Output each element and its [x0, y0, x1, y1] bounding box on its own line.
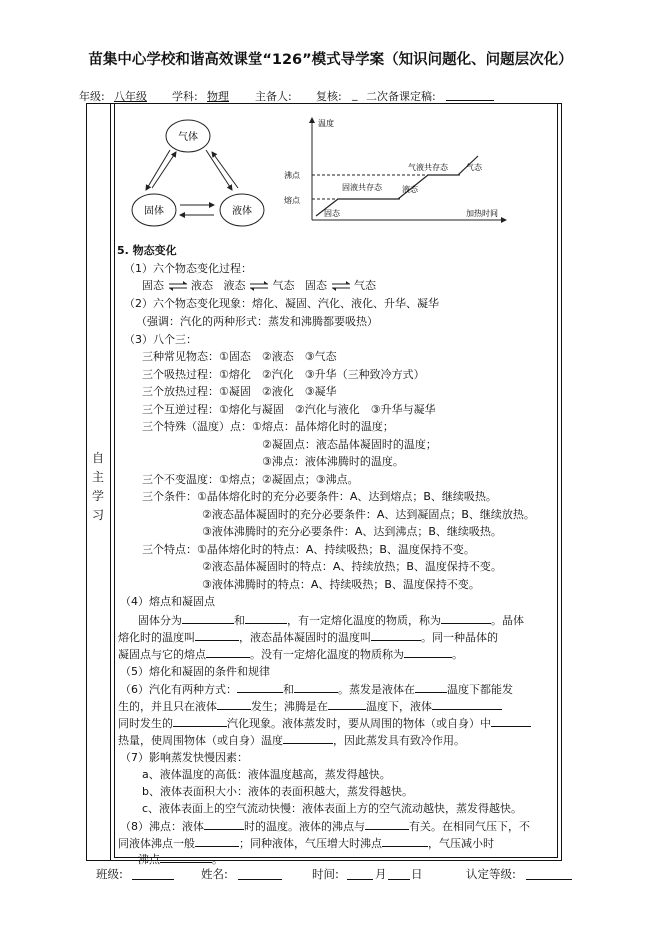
state-text: 气态: [354, 279, 376, 292]
text-line: 三个互逆过程：①熔化与凝固 ②汽化与液化 ③升华与凝华: [142, 403, 436, 416]
process-row: [142, 277, 376, 294]
liquid-label: 液体: [232, 206, 252, 217]
column-divider: [110, 103, 111, 861]
sublimation-arrow: [146, 150, 170, 190]
text-run: 和: [283, 683, 294, 696]
text-line: ③液体沸腾时的特点：A、持续吸热；B、温度保持不变。: [202, 578, 480, 591]
text-line: 三个条件：①晶体熔化时的充分必要条件：A、达到熔点；B、继续吸热。: [142, 490, 497, 503]
text-line: （7）影响蒸发快慢因素：: [120, 751, 248, 764]
level-blank[interactable]: [526, 879, 572, 880]
review-value: _: [352, 88, 358, 101]
text-run: 有关。在相同气压下，不: [409, 820, 530, 833]
text-line: （强调：汽化的两种形式：蒸发和沸腾都要吸热）: [136, 315, 378, 328]
month-blank[interactable]: [347, 879, 373, 880]
text-line: （2）六个物态变化现象：熔化、凝固、汽化、液化、升华、凝华: [124, 297, 439, 310]
text-run: 汽化现象。液体蒸发时，要从周围的物体（或自身）中: [227, 717, 491, 730]
region-solid: 固态: [324, 209, 340, 218]
text-line: ②凝固点：液态晶体凝固时的温度；: [262, 438, 437, 451]
level-label: 认定等级:: [466, 867, 516, 881]
text-line: a、液体温度的高低：液体温度越高，蒸发得越快。: [142, 768, 391, 781]
deposition-arrow: [152, 152, 176, 188]
grade-value: 八年级: [114, 90, 147, 103]
subject-value: 物理: [207, 90, 229, 103]
name-label: 姓名:: [201, 867, 228, 881]
blank[interactable]: [237, 680, 283, 693]
text-run: 时的温度。液体的沸点与: [244, 820, 365, 833]
class-blank[interactable]: [132, 879, 174, 880]
text-run: 生的，并且只在液体: [118, 700, 217, 713]
text-run: 和: [234, 614, 245, 627]
blank[interactable]: [173, 714, 227, 727]
section-title: 5. 物态变化: [117, 244, 177, 257]
text-run: ，气压减小时: [428, 837, 494, 850]
text-run: 。晶体: [491, 614, 524, 627]
day-label: 日: [411, 867, 423, 881]
text-line: 三个放热过程：①凝固 ②液化 ③凝华: [142, 385, 337, 398]
state-text: 固态: [142, 279, 164, 292]
fill-line: [118, 628, 498, 646]
text-line: ③沸点：液体沸腾时的温度。: [262, 455, 404, 468]
grade-label: 年级:: [79, 90, 105, 103]
text-run: 。: [452, 648, 463, 661]
state-text: 固态: [305, 279, 327, 292]
text-line: 三个特点：①晶体熔化时的特点：A、持续吸热；B、温度保持不变。: [142, 543, 475, 556]
subject-field: [207, 88, 229, 104]
solid-label: 固体: [144, 206, 164, 217]
page-title: 苗集中心学校和谐高效课堂“126”模式导学案（知识问题化、问题层次化）: [88, 52, 573, 68]
review-label: 复核:: [316, 90, 342, 103]
grade-field: [114, 88, 147, 104]
state-text: 液态: [191, 279, 213, 292]
state-text: 气态: [272, 279, 295, 292]
text-run: ，有一定熔化温度的物质，称为: [287, 614, 441, 627]
text-run: ，因此蒸发具有致冷作用。: [333, 734, 465, 747]
fill-line: [118, 645, 463, 663]
states-diagram: [126, 112, 274, 230]
region-gas: 气态: [466, 163, 482, 172]
blank[interactable]: [206, 645, 250, 658]
blank[interactable]: [217, 697, 251, 710]
blank[interactable]: [182, 611, 234, 624]
blank[interactable]: [245, 611, 287, 624]
text-line: 三个不变温度：①熔点；②凝固点；③沸点。: [142, 473, 359, 486]
text-line: ②液态晶体凝固时的充分必要条件：A、达到凝固点；B、继续放热。: [202, 508, 535, 521]
text-run: 。没有一定熔化温度的物质称为: [250, 648, 404, 661]
fill-line: [120, 680, 513, 698]
fill-line: [118, 731, 465, 749]
text-run: 同时发生的: [118, 717, 173, 730]
text-line: （4）熔点和凝固点: [120, 595, 215, 608]
text-line: 三个吸热过程：①熔化 ②汽化 ③升华（三种致冷方式）: [142, 368, 425, 381]
melting-tick-label: 熔点: [284, 196, 300, 205]
text-run: 固体分为: [138, 614, 182, 627]
blank[interactable]: [441, 611, 491, 624]
text-run: 温度下，液体: [366, 700, 432, 713]
fill-line: [120, 817, 530, 835]
month-label: 月: [375, 867, 387, 881]
region-solid-liquid: 固液共存态: [342, 183, 382, 192]
heating-curve: [316, 156, 478, 216]
two-way-arrow-icon: [168, 281, 188, 291]
fill-line: [118, 697, 502, 715]
blank[interactable]: [204, 817, 244, 830]
text-run: 热量，使周围物体（或自身）温度: [118, 734, 283, 747]
blank[interactable]: [404, 645, 452, 658]
blank[interactable]: [382, 834, 428, 847]
time-label: 时间:: [312, 867, 339, 881]
text-run: （8）沸点：液体: [120, 820, 204, 833]
text-run: （6）汽化有两种方式：: [120, 683, 237, 696]
text-run: 沸点: [138, 853, 160, 866]
blank[interactable]: [294, 680, 338, 693]
second-prep-label: 二次备课定稿:: [366, 90, 436, 103]
blank[interactable]: [195, 834, 239, 847]
gas-label: 气体: [178, 132, 198, 143]
blank[interactable]: [283, 731, 333, 744]
text-line: （5）熔化和凝固的条件和规律: [120, 665, 270, 678]
text-line: ②液态晶体凝固时的特点：A、持续放热；B、温度保持不变。: [202, 560, 502, 573]
text-run: 凝固点与它的熔点: [118, 648, 206, 661]
name-blank[interactable]: [238, 879, 282, 880]
boiling-tick-label: 沸点: [284, 171, 300, 180]
text-run: ，液态晶体凝固时的温度叫: [239, 631, 371, 644]
text-run: 同液体沸点一般: [118, 837, 195, 850]
blank[interactable]: [195, 628, 239, 641]
text-line: c、液体表面上的空气流动快慢：液体表面上方的空气流动越快，蒸发得越快。: [142, 802, 523, 815]
text-run: ；同种液体，气压增大时沸点: [239, 837, 382, 850]
text-line: （1）六个物态变化过程：: [124, 262, 252, 275]
condensation-arrow: [206, 150, 232, 190]
text-line: b、液体表面积大小：液体的表面积越大，蒸发得越快。: [142, 785, 413, 798]
text-line: 三种常见物态：①固态 ②液态 ③气态: [142, 350, 337, 363]
text-line: ③液体沸腾时的充分必要条件：A、达到沸点；B、继续吸热。: [202, 525, 502, 538]
blank[interactable]: [160, 850, 212, 863]
subject-label: 学科:: [172, 90, 198, 103]
day-blank[interactable]: [388, 879, 410, 880]
text-line: （3）八个三：: [124, 333, 197, 346]
region-liquid: 液态: [402, 185, 418, 194]
y-axis-label: 温度: [318, 119, 334, 128]
two-way-arrow-icon: [249, 281, 269, 291]
blank[interactable]: [432, 697, 502, 710]
text-run: 发生；沸腾是在: [251, 700, 328, 713]
text-run: 。同一种晶体的: [421, 631, 498, 644]
text-run: 。: [212, 853, 223, 866]
two-way-arrow-icon: [331, 281, 351, 291]
vaporization-arrow: [212, 152, 238, 188]
text-run: 温度下都能发: [447, 683, 513, 696]
text-run: 。蒸发是液体在: [338, 683, 415, 696]
second-prep-blank: [446, 100, 494, 101]
text-run: 熔化时的温度叫: [118, 631, 195, 644]
text-line: 三个特殊（温度）点：①熔点：晶体熔化时的温度；: [142, 420, 394, 433]
state-text: 液态: [223, 279, 246, 292]
blank[interactable]: [415, 680, 447, 693]
blank[interactable]: [328, 697, 366, 710]
fill-line: [138, 611, 524, 629]
fill-line: [118, 714, 531, 732]
preparer-label: 主备人:: [255, 90, 292, 103]
heating-curve-graph: [280, 112, 512, 232]
x-axis-label: 加热时间: [466, 209, 498, 218]
blank[interactable]: [371, 628, 421, 641]
blank[interactable]: [365, 817, 409, 830]
side-label: 自主学习: [91, 451, 104, 522]
region-gas-liquid: 气液共存态: [408, 163, 448, 172]
class-label: 班级:: [96, 867, 123, 881]
blank[interactable]: [491, 714, 531, 727]
